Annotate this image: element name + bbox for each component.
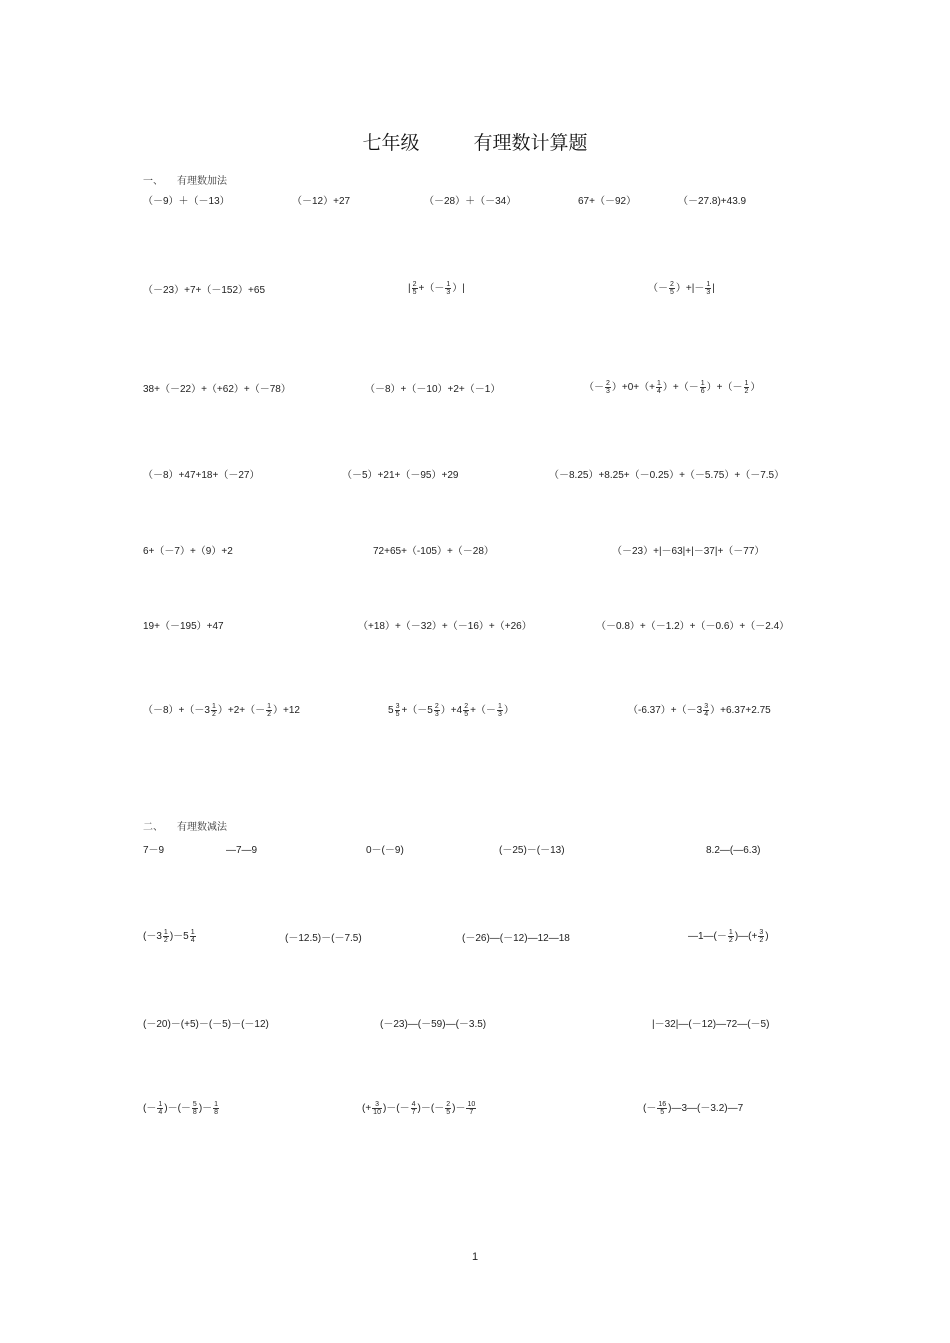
fraction (372, 1101, 382, 1116)
document-title (0, 128, 950, 155)
expr-text: ） (750, 382, 761, 394)
problem-a12: （－8）+47+18+（－27） (143, 470, 260, 481)
problem-a17: （－23）+|－63|+|－37|+（－77） (612, 546, 765, 557)
problem-a20: （－0.8）+（－1.2）+（－0.6）+（－2.4） (596, 621, 790, 632)
problem-b12: |－32|—(－12)—72—(－5) (652, 1019, 770, 1030)
fraction-numerator: 1 (728, 929, 733, 936)
expr-text: ）+6.37+2.75 (710, 705, 771, 717)
expr-text: )－(－ (164, 1103, 191, 1115)
expr-text: ）+0+（+ (611, 382, 655, 394)
expr-text: （－8）+（－3 (143, 705, 210, 717)
fraction-numerator: 1 (700, 380, 705, 387)
fraction-denominator: 2 (759, 937, 764, 944)
fraction-denominator: 5 (412, 289, 417, 296)
problem-b5: 8.2—(—6.3) (706, 845, 761, 856)
fraction (211, 703, 217, 718)
fraction-numerator: 10 (467, 1101, 476, 1108)
fraction-numerator: 1 (744, 380, 749, 387)
problem-b10: (－20)－(+5)－(－5)－(－12) (143, 1019, 269, 1030)
fraction-denominator: 5 (670, 289, 674, 296)
fraction-numerator: 16 (658, 1101, 667, 1108)
fraction (758, 929, 764, 944)
fraction-numerator: 3 (759, 929, 764, 936)
fraction-numerator: 3 (395, 703, 400, 710)
section-heading-subtraction (143, 818, 227, 833)
fraction-denominator: 8 (192, 1109, 197, 1116)
problem-b1: 7－9 (143, 845, 165, 856)
expr-text: )－ (452, 1103, 466, 1115)
expr-text: ）+4 (440, 705, 463, 717)
fraction (605, 380, 611, 395)
problem-b7: (－12.5)－(－7.5) (285, 933, 362, 944)
fraction-denominator: 3 (706, 289, 711, 296)
section-label: 有理数减法 (177, 822, 227, 833)
expr-text: ）+（－ (706, 382, 743, 394)
problem-b11: (－23)—(－59)—(－3.5) (380, 1019, 487, 1030)
problem-b2: —7—9 (226, 845, 258, 856)
fraction-denominator: 8 (214, 1109, 219, 1116)
fraction-numerator: 1 (497, 703, 502, 710)
fraction-denominator: 5 (446, 1109, 451, 1116)
fraction-numerator: 1 (214, 1101, 219, 1108)
fraction-numerator: 2 (606, 380, 610, 387)
fraction-denominator: 4 (190, 937, 195, 944)
expr-text: )—3—(－3.2)—7 (668, 1103, 744, 1115)
fraction-numerator: 1 (657, 380, 661, 387)
problem-a16: 72+65+（-105）+（－28） (373, 546, 494, 557)
fraction-denominator: 3 (434, 711, 439, 718)
fraction (163, 929, 169, 944)
expr-text: )—(+ (734, 931, 758, 943)
problem-a5: （－27.8)+43.9 (678, 196, 747, 207)
problem-b3: 0－(－9) (366, 845, 404, 856)
fraction-denominator: 2 (163, 937, 168, 944)
fraction-numerator: 2 (670, 281, 674, 288)
fraction-denominator: 2 (728, 937, 733, 944)
fraction-denominator: 2 (744, 388, 749, 395)
problem-b15 (643, 1101, 743, 1116)
problem-a10: （－8）+（－10）+2+（－1） (365, 384, 501, 395)
expr-text: )－(－ (382, 1103, 410, 1115)
fraction-denominator: 3 (446, 289, 451, 296)
fraction-numerator: 1 (211, 703, 216, 710)
page-number: 1 (471, 1251, 479, 1263)
expr-text: ）| (452, 283, 465, 295)
fraction-numerator: 1 (267, 703, 272, 710)
expr-text: 5 (388, 705, 394, 717)
fraction (395, 703, 401, 718)
problem-a15: 6+（－7）+（9）+2 (143, 546, 233, 557)
expr-text: (－3 (143, 931, 162, 943)
expr-text: (+ (362, 1103, 372, 1115)
fraction (412, 281, 418, 296)
problem-a22 (388, 703, 514, 718)
problem-b9 (688, 929, 769, 944)
problem-b4: (－25)－(－13) (499, 845, 565, 856)
fraction-denominator: 6 (700, 388, 705, 395)
fraction-denominator: 7 (411, 1109, 416, 1116)
expr-text: ）+2+（－ (217, 705, 266, 717)
title-topic: 有理数计算题 (473, 132, 588, 154)
fraction (445, 281, 451, 296)
problem-b14 (362, 1101, 477, 1116)
section-heading-addition (143, 172, 227, 187)
fraction-denominator: 3 (497, 711, 502, 718)
fraction-numerator: 1 (190, 929, 195, 936)
problem-a21 (143, 703, 300, 718)
fraction (728, 929, 734, 944)
fraction-numerator: 2 (446, 1101, 451, 1108)
expr-text: )－(－ (417, 1103, 445, 1115)
expr-text: ）+12 (273, 705, 300, 717)
fraction-numerator: 1 (163, 929, 168, 936)
problem-a6: （－23）+7+（－152）+65 (143, 285, 266, 296)
problem-a19: （+18）+（－32）+（－16）+（+26） (358, 621, 532, 632)
expr-text: —1—(－ (688, 931, 727, 943)
fraction-numerator: 5 (192, 1101, 197, 1108)
problem-a9: 38+（－22）+（+62）+（－78） (143, 384, 291, 395)
fraction (445, 1101, 451, 1116)
fraction (434, 703, 440, 718)
fraction-numerator: 2 (464, 703, 469, 710)
expr-text: +（－ (470, 705, 496, 717)
fraction-denominator: 4 (158, 1109, 163, 1116)
expr-text: +（－ (418, 283, 445, 295)
expr-text: （－ (584, 382, 604, 394)
fraction-denominator: 5 (395, 711, 400, 718)
title-grade: 七年级 (362, 132, 420, 154)
fraction (266, 703, 272, 718)
fraction-denominator: 7 (469, 1109, 474, 1116)
fraction-denominator: 5 (660, 1109, 665, 1116)
problem-a4: 67+（－92） (578, 196, 637, 207)
fraction (190, 929, 196, 944)
fraction (213, 1101, 219, 1116)
fraction-denominator: 10 (373, 1109, 381, 1116)
fraction (700, 380, 706, 395)
fraction (192, 1101, 198, 1116)
expr-text: （－ (648, 283, 668, 295)
fraction-denominator: 3 (606, 388, 610, 395)
problem-a23 (628, 703, 771, 718)
section-label: 有理数加法 (177, 176, 227, 187)
fraction-denominator: 4 (657, 388, 661, 395)
fraction-numerator: 1 (446, 281, 451, 288)
expr-text: ) (765, 931, 769, 943)
fraction (497, 703, 503, 718)
expr-text: | (408, 283, 411, 295)
fraction-numerator: 1 (706, 281, 711, 288)
fraction (657, 1101, 667, 1116)
problem-b13 (143, 1101, 220, 1116)
problem-a3: （－28）＋（－34） (424, 196, 517, 207)
fraction (703, 703, 709, 718)
expr-text: ）+（－ (662, 382, 699, 394)
problem-a7 (408, 281, 465, 296)
fraction (466, 1101, 476, 1116)
fraction (744, 380, 750, 395)
fraction (656, 380, 662, 395)
fraction-numerator: 3 (704, 703, 709, 710)
fraction-numerator: 4 (411, 1101, 416, 1108)
fraction (411, 1101, 417, 1116)
section-number: 一、 (143, 176, 163, 187)
problem-a8 (648, 281, 715, 296)
expr-text: （-6.37）+（－3 (628, 705, 703, 717)
fraction-denominator: 5 (464, 711, 469, 718)
fraction-denominator: 4 (704, 711, 709, 718)
expr-text: (－ (643, 1103, 657, 1115)
fraction-numerator: 3 (372, 1101, 382, 1109)
fraction-numerator: 2 (412, 281, 417, 288)
expr-text: (－ (143, 1103, 157, 1115)
problem-a18: 19+（－195）+47 (143, 621, 224, 632)
problem-a11 (584, 380, 760, 395)
problem-b6 (143, 929, 197, 944)
expr-text: )－5 (169, 931, 189, 943)
expr-text: )－ (198, 1103, 213, 1115)
expr-text: +（－5 (401, 705, 433, 717)
problem-a13: （－5）+21+（－95）+29 (342, 470, 459, 481)
problem-a1: （－9）＋（－13） (143, 196, 230, 207)
expr-text: | (712, 283, 715, 295)
section-number: 二、 (143, 822, 163, 833)
fraction-numerator: 2 (434, 703, 439, 710)
expr-text: ） (503, 705, 514, 717)
expr-text: ）+|－ (675, 283, 705, 295)
fraction-denominator: 2 (267, 711, 272, 718)
fraction (463, 703, 469, 718)
fraction (157, 1101, 163, 1116)
problem-a2: （－12）+27 (292, 196, 351, 207)
problem-b8: (－26)—(－12)—12—18 (462, 933, 570, 944)
problem-a14: （－8.25）+8.25+（－0.25）+（－5.75）+（－7.5） (549, 470, 785, 481)
fraction-denominator: 2 (211, 711, 216, 718)
fraction-numerator: 1 (158, 1101, 163, 1108)
fraction (669, 281, 675, 296)
fraction (705, 281, 711, 296)
